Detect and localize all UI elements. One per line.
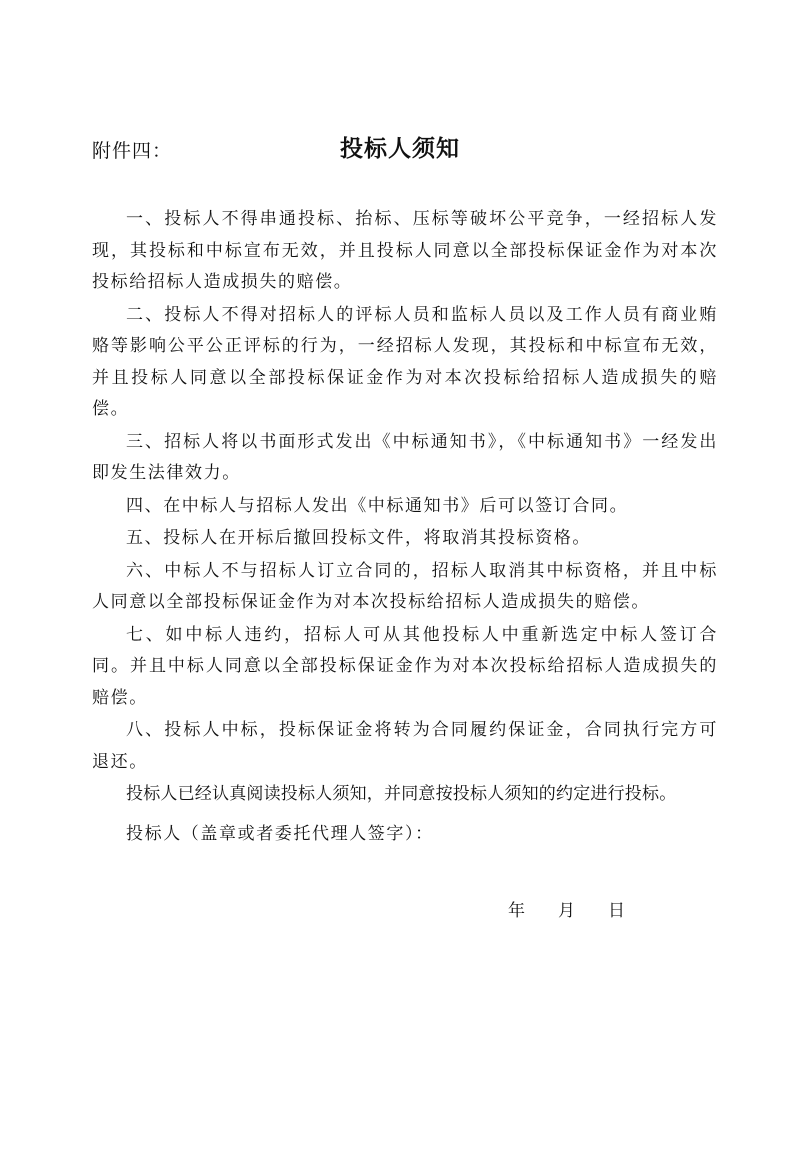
- document-title: 投标人须知: [340, 135, 460, 162]
- date-month-label: 月: [558, 901, 576, 921]
- document-body: [92, 204, 718, 851]
- clause-1: 一、投标人不得串通投标、抬标、压标等破坏公平竞争，一经招标人发现，其投标和中标宣布无效，并且投标人同意以全部投标保证金作为对本次投标给招标人造成损失的赔偿。: [92, 209, 718, 292]
- clause-5: 五、投标人在开标后撤回投标文件，将取消其投标资格。: [126, 528, 591, 548]
- clause-8: 八、投标人中标，投标保证金将转为合同履约保证金，合同执行完方可退还。: [92, 720, 718, 772]
- clause-7: 七、如中标人违约，招标人可从其他投标人中重新选定中标人签订合同。并且中标人同意以全部投标保证金作为对本次投标给招标人造成损失的赔偿。: [92, 624, 718, 708]
- document-header: [92, 130, 712, 170]
- date-year-label: 年: [508, 901, 526, 921]
- attachment-label: 附件四：: [92, 140, 173, 162]
- clause-2: 二、投标人不得对招标人的评标人员和监标人员以及工作人员有商业贿赂等影响公平公正评标的行为，一经招标人发现，其投标和中标宣布无效，并且投标人同意以全部投标保证金作为对本次投标给招标人造成损失的赔偿。: [92, 304, 718, 419]
- bidder-signature-line: 投标人（盖章或者委托代理人签字）：: [126, 823, 434, 844]
- date-day-label: 日: [608, 901, 626, 921]
- clause-4: 四、在中标人与招标人发出《中标通知书》后可以签订合同。: [126, 495, 629, 516]
- clause-3: 三、招标人将以书面形式发出《中标通知书》，《中标通知书》一经发出即发生法律效力。: [92, 431, 718, 483]
- clause-6: 六、中标人不与招标人订立合同的，招标人取消其中标资格，并且中标人同意以全部投标保证金作为对本次投标给招标人造成损失的赔偿。: [92, 560, 718, 612]
- date-line: [508, 896, 626, 921]
- acknowledgement-statement: 投标人已经认真阅读投标人须知，并同意按投标人须知的约定进行投标。: [126, 784, 677, 804]
